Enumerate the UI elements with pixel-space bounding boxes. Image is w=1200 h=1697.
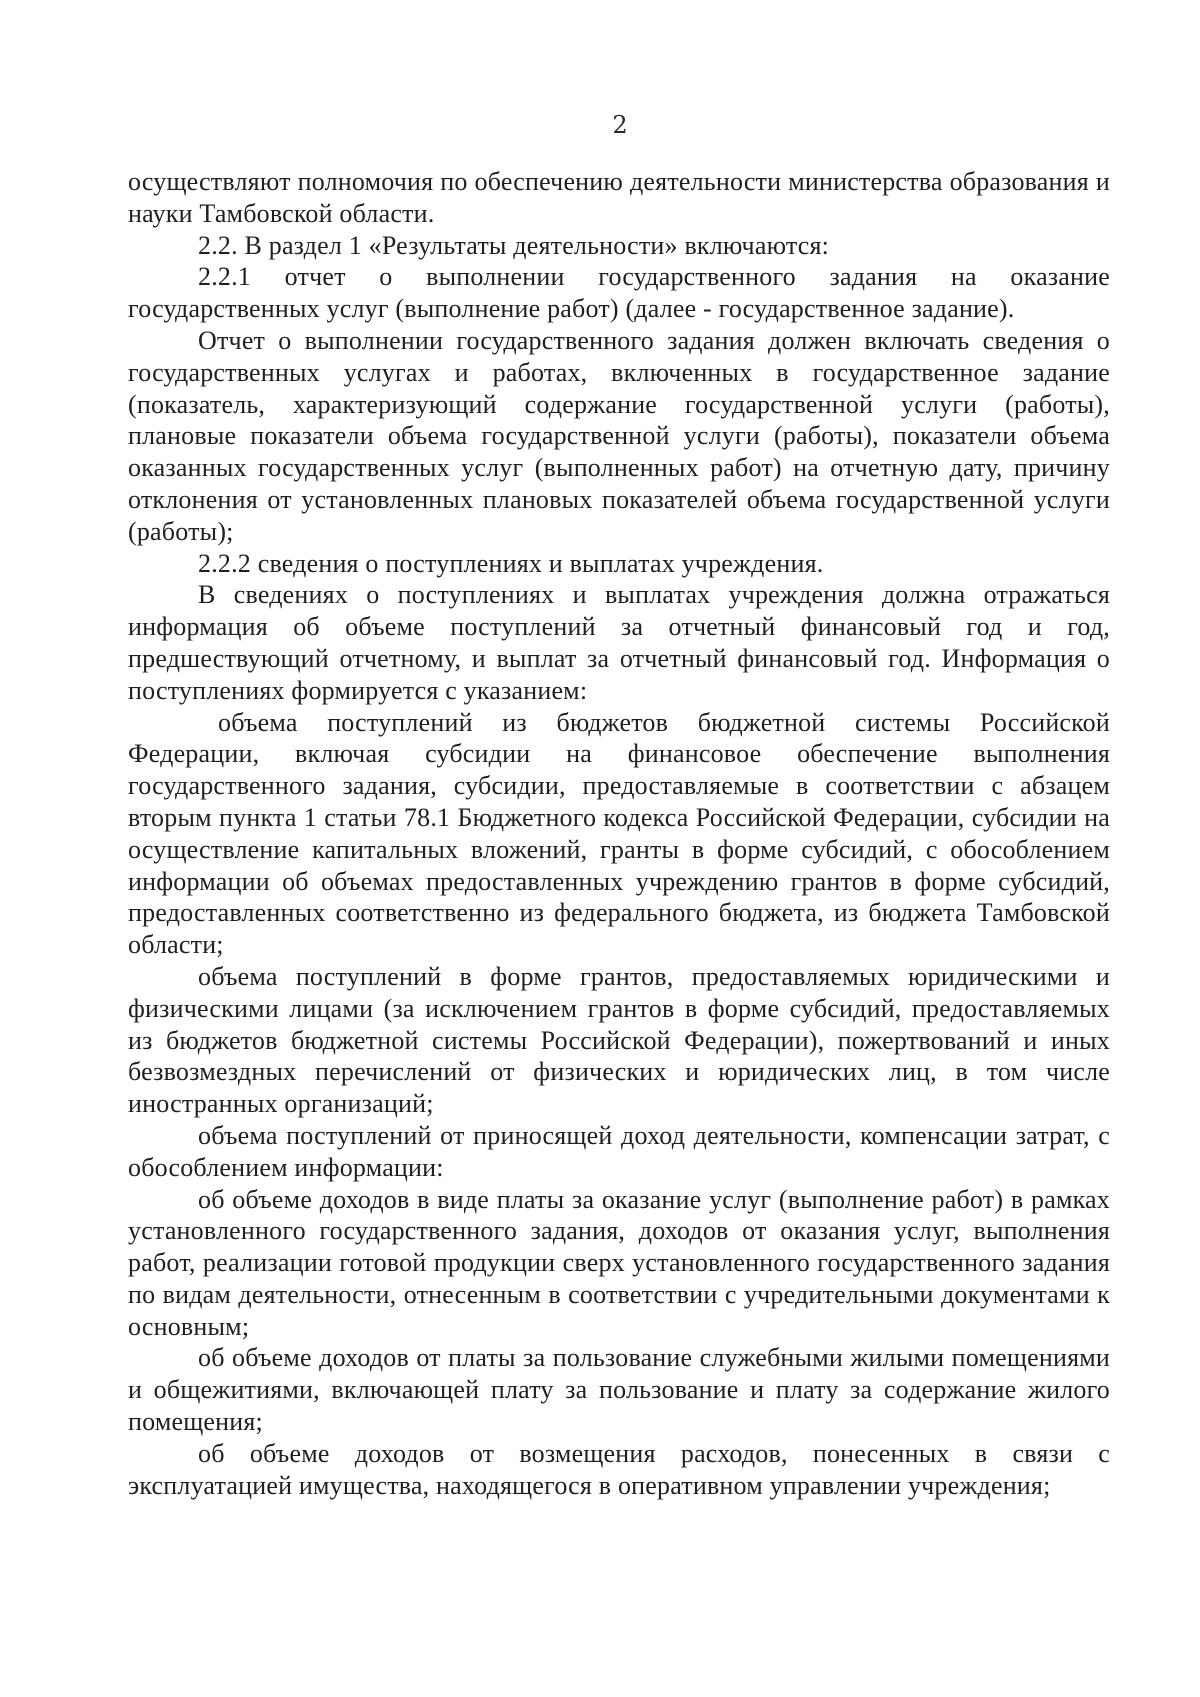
paragraph-budget-receipts: объема поступлений из бюджетов бюджетной системы Российской Федерации, включая субсидии на финансовое обеспечение выполнения государственного задания, субсидии, предоставляемые в соответствии с абзацем вторым пункта 1 статьи 78.1 Бюджетного кодекса Российской Федерации, субсидии на осуществление капитальных вложений, гранты в форме субсидий, с обособлением информации об объемах предоставленных учреждению грантов в форме субсидий, предоставленных соответственно из федерального бюджета, из бюджета Тамбовской области; <box>128 707 1110 960</box>
paragraph-service-income: об объеме доходов в виде платы за оказание услуг (выполнение работ) в рамках установленного государственного задания, доходов от оказания услуг, выполнения работ, реализации готовой продукции сверх установленного государственного задания по видам деятельности, отнесенным в соответствии с учредительными документами к основным; <box>128 1184 1110 1341</box>
paragraph-section-2-2: 2.2. В раздел 1 «Результаты деятельности» включаются: <box>198 230 830 260</box>
paragraph-task-report: Отчет о выполнении государственного задания должен включать сведения о государственных услугах и работах, включенных в государственное задание (показатель, характеризующий содержание государственной услуги (работы), плановые показатели объема государственной услуги (работы), показатели объема оказанных государственных услуг (выполненных работ) на отчетную дату, причину отклонения от установленных плановых показателей объема государственной услуги (работы); <box>128 325 1110 546</box>
page-number: 2 <box>612 111 628 139</box>
paragraph-grant-receipts: объема поступлений в форме грантов, предоставляемых юридическими и физическими лицами (за исключением грантов в форме субсидий, предоставляемых из бюджетов бюджетной системы Российской Федерации), пожертвований и иных безвозмездных перечислений от физических и юридических лиц, в том числе иностранных организаций; <box>128 961 1110 1119</box>
paragraph-income-activity: объема поступлений от приносящей доход деятельности, компенсации затрат, с обособлением информации: <box>128 1120 1110 1182</box>
paragraph-section-2-2-1: 2.2.1 отчет о выполнении государственного задания на оказание государственных услуг (выполнение работ) (далее - государственное задание). <box>128 262 1110 324</box>
paragraph-continuation: осуществляют полномочия по обеспечению деятельности министерства образования и науки Тамбовской области. <box>128 167 1110 228</box>
document-body <box>128 166 1110 1501</box>
paragraph-housing-income: об объеме доходов от платы за пользование служебными жилыми помещениями и общежитиями, включающей плату за пользование и плату за содержание жилого помещения; <box>128 1343 1110 1437</box>
paragraph-section-2-2-2: 2.2.2 сведения о поступлениях и выплатах учреждения. <box>198 548 824 578</box>
paragraph-property-income: об объеме доходов от возмещения расходов, понесенных в связи с эксплуатацией имущества, находящегося в оперативном управлении учреждения; <box>128 1438 1110 1500</box>
paragraph-receipts-info: В сведениях о поступлениях и выплатах учреждения должна отражаться информация об объеме поступлений за отчетный финансовый год и год, предшествующий отчетному, и выплат за отчетный финансовый год. Информация о поступлениях формируется с указанием: <box>128 580 1110 705</box>
